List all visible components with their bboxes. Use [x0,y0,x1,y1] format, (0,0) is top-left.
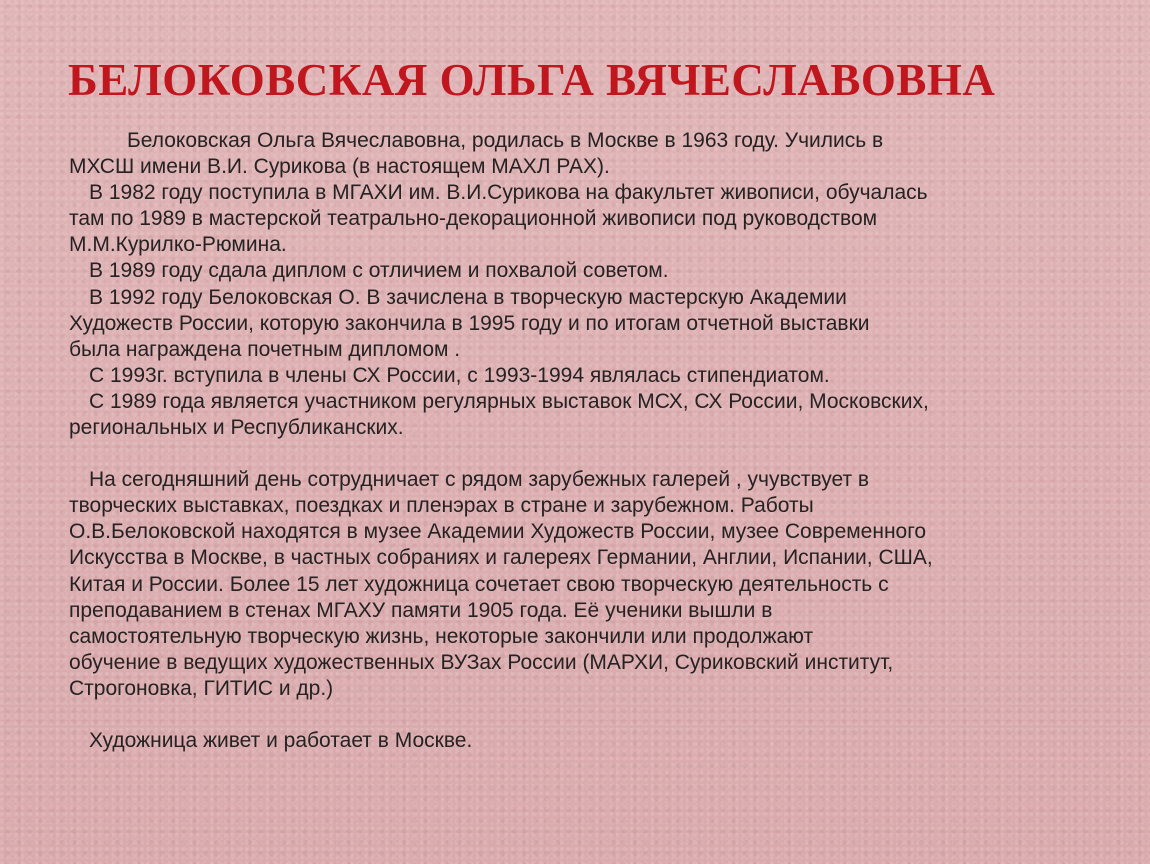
paragraph-current-work [69,467,1099,702]
text-line: Художница живет и работает в Москве. [89,728,473,752]
text-line: С 1989 года является участником регулярных выставок МСХ, СХ России, Московских, [89,389,929,413]
text-line: Искусства в Москве, в частных собраниях и галереях Германии, Англии, Испании, США, [69,546,933,570]
text-line: самостоятельную творческую жизнь, некоторые закончили или продолжают [69,624,814,648]
paragraph-education [69,180,1099,258]
paragraph-exhibitions [69,389,1099,441]
text-line: преподаванием в стенах МГАХУ памяти 1905 года. Её ученики вышли в [69,598,773,622]
text-line: На сегодняшний день сотрудничает с рядом зарубежных галерей , учувствует в [89,468,870,492]
text-line: Строгоновка, ГИТИС и др.) [69,676,334,700]
text-line: была награждена почетным дипломом . [69,337,461,361]
text-line: В 1989 году сдала диплом с отличием и похвалой советом. [89,259,669,283]
text-line: там по 1989 в мастерской театрально-декорационной живописи под руководством [69,207,878,231]
paragraph-academy [69,285,1099,363]
text-line: М.М.Курилко-Рюмина. [69,233,287,257]
paragraph-residence [69,728,1099,754]
paragraph-birth [69,128,1099,180]
paragraph-diploma [69,258,1099,284]
text-line: В 1992 году Белоковская О. В зачислена в творческую мастерскую Академии [89,285,847,309]
slide-title: БЕЛОКОВСКАЯ ОЛЬГА ВЯЧЕСЛАВОВНА [68,55,996,105]
text-line: Китая и России. Более 15 лет художница сочетает свою творческую деятельность с [69,572,889,596]
text-line: обучение в ведущих художественных ВУЗах России (МАРХИ, Суриковский институт, [69,650,894,674]
slide-body [69,128,1099,754]
text-line: С 1993г. вступила в члены СХ России, с 1993-1994 являлась стипендиатом. [89,363,830,387]
paragraph-spacer [69,702,1099,728]
text-line: Художеств России, которую закончила в 1995 году и по итогам отчетной выставки [69,311,870,335]
text-line: Белоковская Ольга Вячеславовна, родилась в Москве в 1963 году. Учились в [127,129,884,152]
text-line: В 1982 году поступила в МГАХИ им. В.И.Сурикова на факультет живописи, обучалась [89,181,928,205]
text-line: творческих выставках, поездках и пленэрах в стране и зарубежном. Работы [69,494,814,518]
text-line: МХСШ имени В.И. Сурикова (в настоящем МАХЛ РАХ). [69,155,610,179]
text-line: региональных и Республиканских. [69,416,404,440]
paragraph-membership [69,363,1099,389]
paragraph-spacer [69,441,1099,467]
text-line: О.В.Белоковской находятся в музее Академии Художеств России, музее Современного [69,520,927,544]
